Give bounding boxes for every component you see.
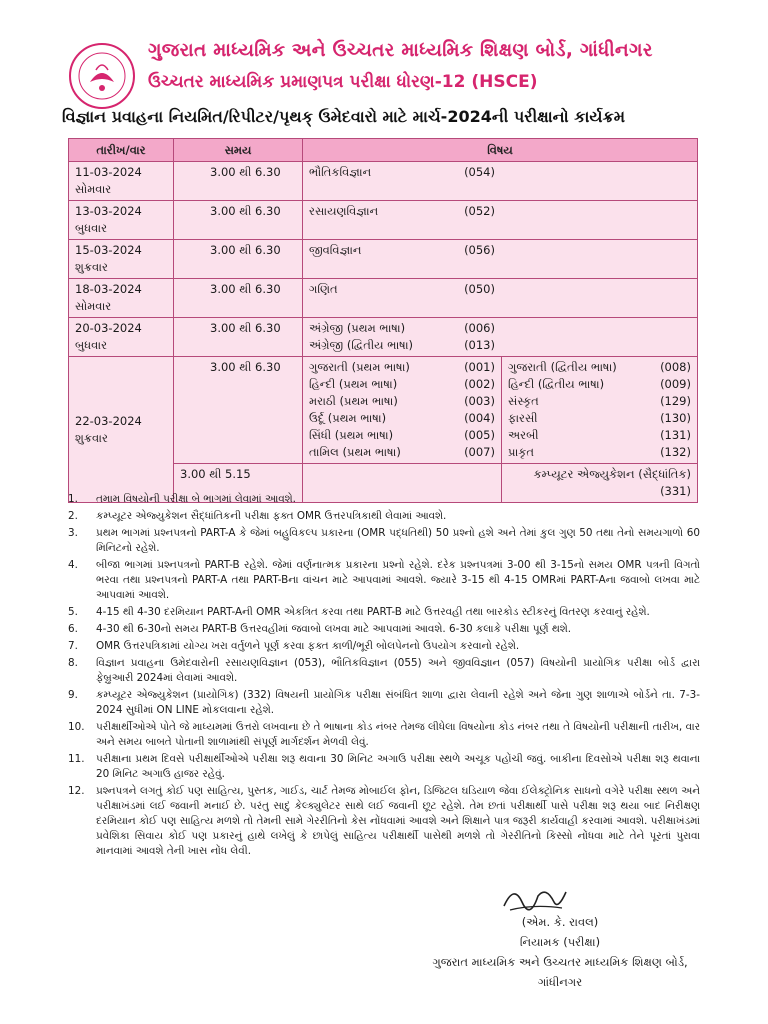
instruction-number: 3. bbox=[68, 527, 78, 539]
subject-code: (056) bbox=[464, 243, 495, 257]
subject-name: હિન્દી (દ્વિતીય ભાષા) bbox=[508, 377, 605, 391]
subject-code: (008) bbox=[660, 360, 691, 374]
instructions-list bbox=[68, 492, 700, 861]
date-cell bbox=[69, 201, 174, 240]
subject-code: (130) bbox=[660, 411, 691, 425]
time-cell: 3.00 થી 6.30 bbox=[174, 240, 303, 279]
first-language-cell bbox=[303, 357, 502, 464]
instruction-number: 12. bbox=[68, 785, 85, 797]
table-header-row bbox=[69, 139, 698, 162]
subject-name: ગુજરાતી (પ્રથમ ભાષા) bbox=[309, 360, 410, 374]
instruction-number: 5. bbox=[68, 606, 78, 618]
instruction-item bbox=[68, 656, 700, 686]
subject-code: (003) bbox=[464, 394, 495, 408]
table-row bbox=[69, 201, 698, 240]
table-row bbox=[69, 357, 698, 464]
subject-name: ભૌતિકવિજ્ઞાન bbox=[309, 165, 372, 179]
schedule-title: વિજ્ઞાન પ્રવાહના નિયમિત/રિપીટર/પૃથક્ ઉમેદવારો માટે માર્ચ-2024ની પરીક્ષાનો કાર્યક્રમ bbox=[62, 107, 626, 126]
instruction-text: પરીક્ષાના પ્રથમ દિવસે પરીક્ષાર્થીઓએ પરીક્ષા શરૂ થવાના 30 મિનિટ અગાઉ પરીક્ષા સ્થળે અચૂક પહોંચી જવું. બાકીના દિવસોએ પરીક્ષા શરૂ થવાના 20 મિનિટ અગાઉ હાજર રહેવું. bbox=[96, 753, 700, 780]
instruction-text: પ્રથમ ભાગમાં પ્રશ્નપત્રનો PART-A કે જેમાં બહુવિકલ્પ પ્રકારના (OMR પદ્ધતિથી) 50 પ્રશ્નો હશે અને તેમાં કુલ ગુણ 50 તથા તેનો સમયગાળો 60 મિનિટનો રહેશે. bbox=[96, 527, 700, 554]
date-text: 18-03-2024 bbox=[75, 282, 142, 296]
subject-cell bbox=[303, 279, 698, 318]
instruction-number: 11. bbox=[68, 753, 85, 765]
subject-name: સંસ્કૃત bbox=[508, 394, 539, 408]
subject-cell bbox=[303, 240, 698, 279]
subject-name: પ્રાકૃત bbox=[508, 445, 535, 459]
subject-entry bbox=[309, 444, 495, 461]
instruction-text: OMR ઉત્તરપત્રિકામાં યોગ્ય ખરા વર્તુળને પૂર્ણ કરવા ફક્ત કાળી/ભૂરી બોલપેનનો ઉપયોગ કરવાનો રહેશે. bbox=[96, 640, 520, 652]
subject-name: તામિલ (પ્રથમ ભાષા) bbox=[309, 445, 401, 459]
signatory-org: ગુજરાત માધ્યમિક અને ઉચ્ચતર માધ્યમિક શિક્ષણ બોર્ડ, bbox=[432, 955, 688, 969]
instruction-item bbox=[68, 784, 700, 859]
subject-code: (050) bbox=[464, 282, 495, 296]
subject-code: (013) bbox=[464, 338, 495, 352]
instruction-number: 6. bbox=[68, 623, 78, 635]
date-cell bbox=[69, 162, 174, 201]
subject-code: (131) bbox=[660, 428, 691, 442]
document-header bbox=[0, 0, 768, 140]
subject-entry bbox=[309, 393, 495, 410]
time-cell: 3.00 થી 6.30 bbox=[174, 357, 303, 464]
subject-name: ઉર્દૂ (પ્રથમ ભાષા) bbox=[309, 411, 387, 425]
subject-entry bbox=[508, 393, 691, 410]
subject-name: સિંધી (પ્રથમ ભાષા) bbox=[309, 428, 394, 442]
instruction-number: 7. bbox=[68, 640, 78, 652]
date-text: 11-03-2024 bbox=[75, 165, 142, 179]
signature-block bbox=[400, 912, 720, 992]
subject-entry bbox=[309, 359, 495, 376]
instruction-text: બીજા ભાગમાં પ્રશ્નપત્રનો PART-B રહેશે. જેમાં વર્ણનાત્મક પ્રકારના પ્રશ્નો રહેશે. દરેક પ્રશ્નપત્રમાં 3-00 થી 3-15નો સમય OMR પત્રની વિગતો ભરવા તથા પ્રશ્નપત્રનો PART-A તથા PART-Bના વાંચન માટે આપવામાં આવશે. જ્યારે 3-15 થી 4-15 OMRમાં PART-Aના જવાબો લખવા માટે આપવામાં આવશે. bbox=[96, 559, 700, 601]
table-row bbox=[69, 240, 698, 279]
instruction-number: 4. bbox=[68, 559, 78, 571]
instruction-number: 1. bbox=[68, 493, 78, 505]
subject-code: (052) bbox=[464, 204, 495, 218]
date-cell bbox=[69, 240, 174, 279]
date-text: 15-03-2024 bbox=[75, 243, 142, 257]
instruction-text: કમ્પ્યૂટર એજ્યુકેશન સૈદ્ધાંતિકની પરીક્ષા ફક્ત OMR ઉત્તરપત્રિકાથી લેવામાં આવશે. bbox=[96, 510, 447, 522]
instruction-text: કમ્પ્યૂટર એજ્યુકેશન (પ્રાયોગિક) (332) વિષયની પ્રાયોગિક પરીક્ષા સંબંધિત શાળા દ્વારા લેવાની રહેશે અને જેના ગુણ શાળાએ બોર્ડને તા. 7-3-2024 સુધીમાં ON LINE મોકલવાના રહેશે. bbox=[96, 689, 700, 716]
subject-cell bbox=[303, 318, 698, 357]
signatory-name: (એમ. કે. રાવલ) bbox=[521, 915, 599, 929]
signatory-designation: નિયામક (પરીક્ષા) bbox=[519, 935, 601, 949]
signatory-city: ગાંધીનગર bbox=[537, 975, 583, 989]
instruction-item bbox=[68, 752, 700, 782]
subject-entry bbox=[309, 376, 495, 393]
subject-code: (001) bbox=[464, 360, 495, 374]
subject-entry bbox=[309, 281, 495, 298]
subject-code: (132) bbox=[660, 445, 691, 459]
date-cell bbox=[69, 279, 174, 318]
subject-name: અરબી bbox=[508, 428, 539, 442]
time-cell: 3.00 થી 6.30 bbox=[174, 279, 303, 318]
subject-code: (002) bbox=[464, 377, 495, 391]
date-text: 22-03-2024 bbox=[75, 413, 142, 428]
day-text: શુક્રવાર bbox=[75, 430, 108, 445]
exam-title: ઉચ્ચતર માધ્યમિક પ્રમાણપત્ર પરીક્ષા ધોરણ-12 (HSCE) bbox=[148, 72, 538, 92]
day-text: બુધવાર bbox=[75, 338, 108, 352]
column-header-time: સમય bbox=[174, 139, 303, 162]
subject-entry bbox=[508, 410, 691, 427]
time-cell: 3.00 થી 6.30 bbox=[174, 162, 303, 201]
signature-mark bbox=[500, 880, 570, 916]
subject-code: (006) bbox=[464, 321, 495, 335]
subject-name: અંગ્રેજી (દ્વિતીય ભાષા) bbox=[309, 338, 413, 352]
subject-entry bbox=[309, 427, 495, 444]
date-text: 13-03-2024 bbox=[75, 204, 142, 218]
subject-entry bbox=[508, 427, 691, 444]
date-text: 20-03-2024 bbox=[75, 321, 142, 335]
date-cell bbox=[69, 357, 174, 503]
subject-name: અંગ્રેજી (પ્રથમ ભાષા) bbox=[309, 321, 406, 335]
day-text: સોમવાર bbox=[75, 182, 112, 196]
board-seal-logo bbox=[68, 42, 136, 110]
subject-name: ગણિત bbox=[309, 282, 338, 296]
time-cell: 3.00 થી 6.30 bbox=[174, 201, 303, 240]
instruction-number: 9. bbox=[68, 689, 78, 701]
instruction-text: વિજ્ઞાન પ્રવાહના ઉમેદવારોની રસાયણવિજ્ઞાન (053), ભૌતિકવિજ્ઞાન (055) અને જીવવિજ્ઞાન (057) વિષયોની પ્રાયોગિક પરીક્ષા બોર્ડ દ્વારા ફેબ્રુઆરી 2024માં લેવામાં આવશે. bbox=[96, 657, 700, 684]
subject-entry bbox=[508, 359, 691, 376]
subject-name: જીવવિજ્ઞાન bbox=[309, 243, 362, 257]
subject-entry bbox=[508, 376, 691, 393]
subject-name: રસાયણવિજ્ઞાન bbox=[309, 204, 379, 218]
subject-name: હિન્દી (પ્રથમ ભાષા) bbox=[309, 377, 398, 391]
day-text: સોમવાર bbox=[75, 299, 112, 313]
day-text: શુક્રવાર bbox=[75, 260, 108, 274]
subject-code: (054) bbox=[464, 165, 495, 179]
subject-code: (007) bbox=[464, 445, 495, 459]
table-row bbox=[69, 318, 698, 357]
subject-code: (004) bbox=[464, 411, 495, 425]
column-header-date: તારીખ/વાર bbox=[69, 139, 174, 162]
instruction-item bbox=[68, 622, 700, 637]
instruction-item bbox=[68, 605, 700, 620]
day-text: બુધવાર bbox=[75, 221, 108, 235]
instruction-item bbox=[68, 639, 700, 654]
column-header-subject: વિષય bbox=[303, 139, 698, 162]
time-cell: 3.00 થી 5.15 bbox=[174, 464, 303, 503]
subject-entry bbox=[309, 337, 495, 354]
subject-entry bbox=[309, 164, 495, 181]
subject-entry bbox=[309, 203, 495, 220]
instruction-number: 10. bbox=[68, 721, 85, 733]
instruction-item bbox=[68, 509, 700, 524]
instruction-text: પરીક્ષાર્થીઓએ પોતે જે માધ્યમમાં ઉત્તરો લખવાના છે તે ભાષાના કોડ નંબર તેમજ લીધેલા વિષયોના કોડ નંબર તથા તે વિષયોની પરીક્ષાની તારીખ, વાર અને સમય બાબતે પોતાની શાળામાંથી સંપૂર્ણ માર્ગદર્શન મેળવી લેવું. bbox=[96, 721, 700, 748]
subject-entry bbox=[508, 444, 691, 461]
instruction-item bbox=[68, 688, 700, 718]
instruction-number: 2. bbox=[68, 510, 78, 522]
board-title: ગુજરાત માધ્યમિક અને ઉચ્ચતર માધ્યમિક શિક્ષણ બોર્ડ, ગાંધીનગર bbox=[148, 40, 653, 61]
instruction-item bbox=[68, 720, 700, 750]
subject-name: ફારસી bbox=[508, 411, 538, 425]
instruction-item bbox=[68, 558, 700, 603]
subject-code: (009) bbox=[660, 377, 691, 391]
subject-code: (129) bbox=[660, 394, 691, 408]
instruction-item bbox=[68, 526, 700, 556]
table-row bbox=[69, 162, 698, 201]
instruction-text: 4-15 થી 4-30 દરમિયાન PART-Aની OMR એકત્રિત કરવા તથા PART-B માટે ઉત્તરવહી તથા બારકોડ સ્ટીકરનું વિતરણ કરવાનું રહેશે. bbox=[96, 606, 650, 618]
instruction-number: 8. bbox=[68, 657, 78, 669]
subject-cell bbox=[303, 162, 698, 201]
exam-schedule-table bbox=[68, 138, 698, 503]
subject-entry bbox=[309, 410, 495, 427]
computer-subject-cell: કમ્પ્યૂટર એજ્યુકેશન (સૈદ્ધાંતિક) (331) bbox=[502, 464, 698, 503]
subject-name: ગુજરાતી (દ્વિતીય ભાષા) bbox=[508, 360, 617, 374]
subject-entry bbox=[309, 320, 495, 337]
table-row bbox=[69, 279, 698, 318]
instruction-text: 4-30 થી 6-30નો સમય PART-B ઉત્તરવહીમાં જવાબો લખવા માટે આપવામાં આવશે. 6-30 કલાકે પરીક્ષા પૂર્ણ થશે. bbox=[96, 623, 572, 635]
date-cell bbox=[69, 318, 174, 357]
subject-name: મરાઠી (પ્રથમ ભાષા) bbox=[309, 394, 398, 408]
instruction-item bbox=[68, 492, 700, 507]
subject-entry bbox=[309, 242, 495, 259]
second-language-cell bbox=[502, 357, 698, 464]
instruction-text: પ્રશ્નપત્રને લગતું કોઈ પણ સાહિત્ય, પુસ્તક, ગાઈડ, ચાર્ટ તેમજ મોબાઈલ ફોન, ડિજિટલ ઘડિયાળ જેવા ઈલેક્ટ્રોનિક સાધનો વગેરે પરીક્ષા સ્થળ અને પરીક્ષાખંડમાં લઈ જવાની મનાઈ છે. પરંતુ સાદું કેલ્ક્યુલેટર સાથે લઈ જવાની છૂટ રહેશે. તેમ છતાં પરીક્ષાર્થી પાસે પરીક્ષા શરૂ થયા બાદ નિરીક્ષણ દરમિયાન કોઈ પણ સાહિત્ય મળશે તો તેમની સામે ગેરરીતિનો કેસ નોંધવામાં આવશે અને શિક્ષાને પાત્ર જરૂરી કાર્યવાહી કરવામાં આવશે. પરીક્ષાખંડમાં પ્રવેશિકા સિવાય કોઈ પણ પ્રકારનું હાથે લખેલું કે છાપેલું સાહિત્ય પરીક્ષાર્થી પાસેથી મળશે તો ગેરરીતિનો કિસ્સો નોંધવા માટે તેને પૂરતાં પુરાવા માનવામાં આવશે તેની ખાસ નોંધ લેવી. bbox=[96, 785, 701, 857]
instruction-text: તમામ વિષયોની પરીક્ષા બે ભાગમાં લેવામાં આવશે. bbox=[96, 493, 296, 505]
subject-cell bbox=[303, 201, 698, 240]
subject-code: (005) bbox=[464, 428, 495, 442]
time-cell: 3.00 થી 6.30 bbox=[174, 318, 303, 357]
